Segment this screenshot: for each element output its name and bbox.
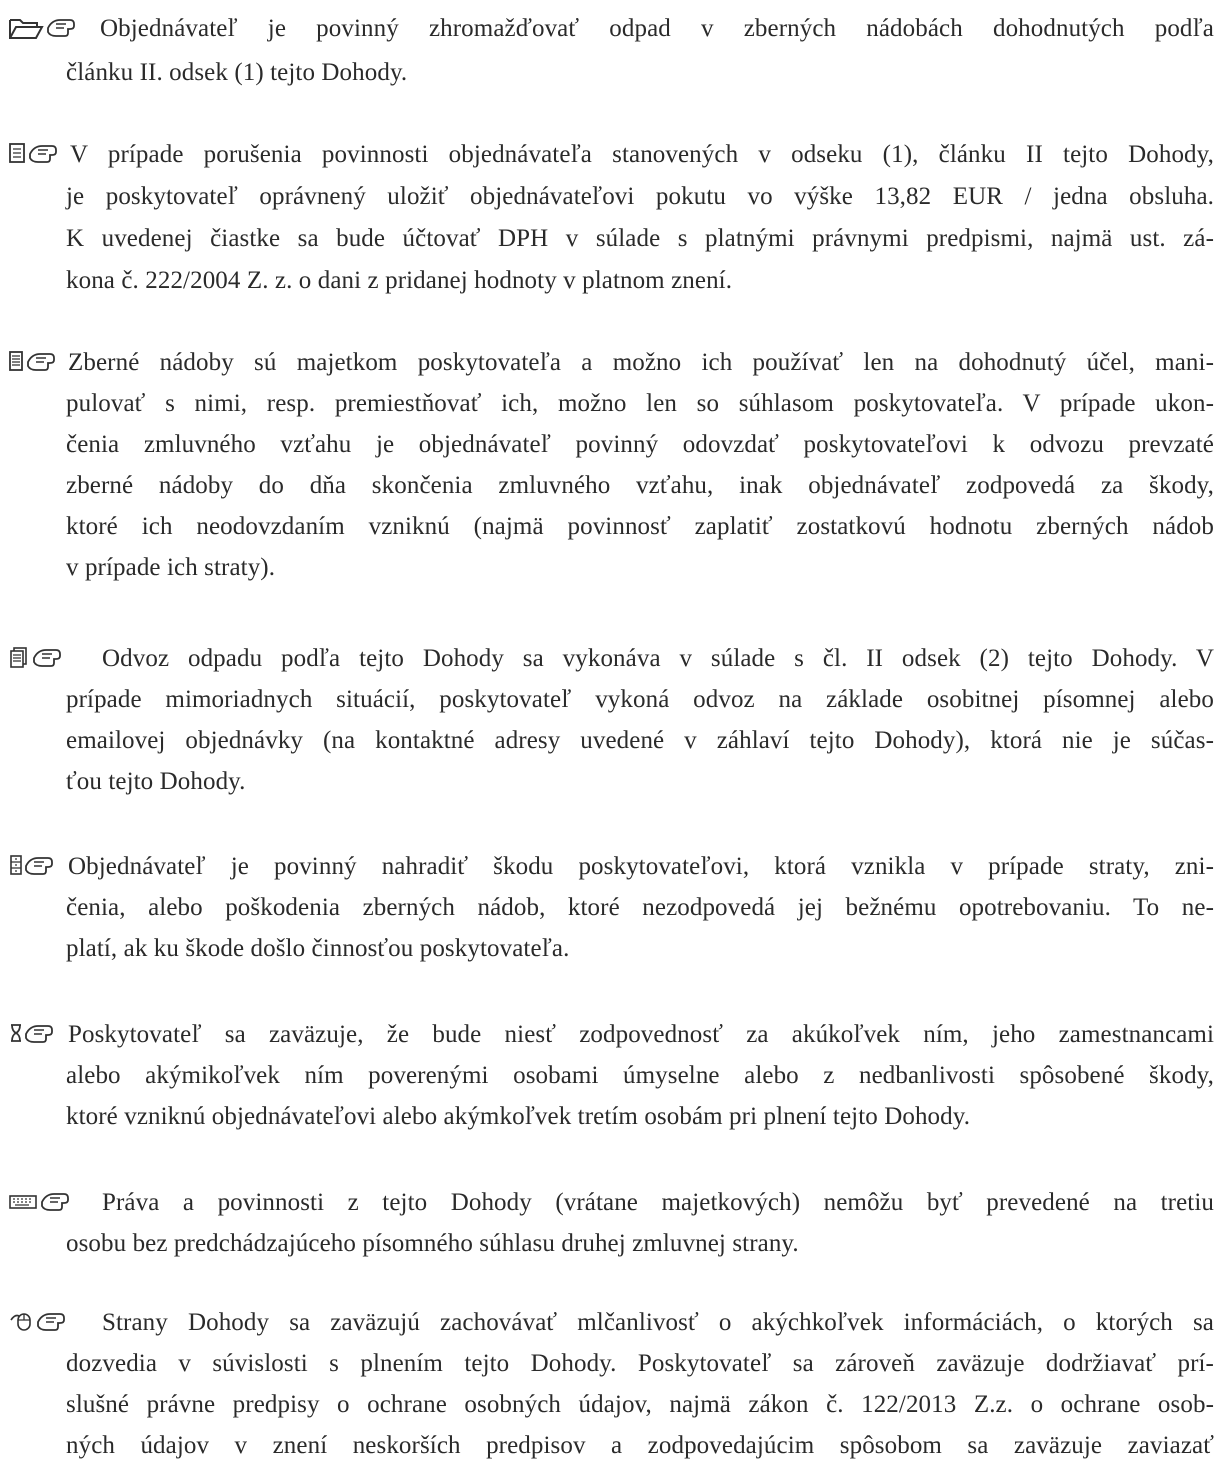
paragraph-line: článku II. odsek (1) tejto Dohody. — [66, 59, 408, 86]
paragraph-line: Poskytovateľ sa zaväzuje, že bude niesť zodpovednosť za akúkoľvek ním, jeho zamestnancami — [68, 1021, 1214, 1048]
paragraph-line: Odvoz odpadu podľa tejto Dohody sa vykonáva v súlade s čl. II odsek (2) tejto Dohody. V — [102, 645, 1214, 672]
paragraph-line: K uvedenej čiastke sa bude účtovať DPH v súlade s platnými právnymi predpismi, najmä ust. zá- — [66, 225, 1214, 252]
paragraph-line: V prípade porušenia povinnosti objednávateľa stanovených v odseku (1), článku II tejto Dohody, — [70, 141, 1214, 168]
documents-stack-icon — [8, 646, 72, 670]
paragraph-line: ťou tejto Dohody. — [66, 768, 246, 795]
paragraph-line: zberné nádoby do dňa skončenia zmluvného vzťahu, inak objednávateľ zodpovedá za škody, — [66, 472, 1214, 499]
paragraph-line: je poskytovateľ oprávnený uložiť objednávateľovi pokutu vo výške 13,82 EUR / jedna obsluha. — [66, 183, 1214, 210]
mouse-icon — [8, 1310, 72, 1334]
folder-open-icon — [8, 16, 72, 40]
paragraph-line: Strany Dohody sa zaväzujú zachovávať mlčanlivosť o akýchkoľvek informáciách, o ktorých sa — [102, 1309, 1214, 1336]
hourglass-icon — [8, 1022, 72, 1046]
filing-cabinet-icon — [8, 854, 72, 878]
paragraph-line: Objednávateľ je povinný nahradiť škodu poskytovateľovi, ktorá vznikla v prípade straty, zni- — [68, 853, 1214, 880]
paragraph-line: čenia, alebo poškodenia zberných nádob, ktoré nezodpovedá jej bežnému opotrebovaniu. To ne- — [66, 894, 1214, 921]
paragraph-line: ných údajov v znení neskorších predpisov a zodpovedajúcim spôsobom sa zaväzuje zaviazať — [66, 1432, 1214, 1459]
paragraph-line: emailovej objednávky (na kontaktné adresy uvedené v záhlaví tejto Dohody), ktorá nie je súčas- — [66, 727, 1214, 754]
paragraph-line: kona č. 222/2004 Z. z. o dani z pridanej hodnoty v platnom znení. — [66, 267, 733, 294]
paragraph-line: čenia zmluvného vzťahu je objednávateľ povinný odovzdať poskytovateľovi k odvozu prevzaté — [66, 431, 1214, 458]
file-lines-icon — [8, 350, 72, 374]
keyboard-icon — [8, 1190, 72, 1214]
paragraph-line: osobu bez predchádzajúceho písomného súhlasu druhej zmluvnej strany. — [66, 1230, 799, 1257]
paragraph-line: prípade mimoriadnych situácií, poskytovateľ vykoná odvoz na základe osobitnej písomnej alebo — [66, 686, 1214, 713]
paragraph-line: Objednávateľ je povinný zhromažďovať odpad v zberných nádobách dohodnutých podľa — [100, 15, 1214, 42]
paragraph-line: ktoré ich neodovzdaním vzniknú (najmä povinnosť zaplatiť zostatkovú hodnotu zberných nádob — [66, 513, 1214, 540]
paragraph-line: platí, ak ku škode došlo činnosťou poskytovateľa. — [66, 935, 570, 962]
document-icon — [8, 142, 72, 166]
paragraph-line: Zberné nádoby sú majetkom poskytovateľa a možno ich používať len na dohodnutý účel, mani- — [68, 349, 1214, 376]
paragraph-line: dozvedia v súvislosti s plnením tejto Dohody. Poskytovateľ sa zároveň zaväzuje dodržiavať prí- — [66, 1350, 1214, 1377]
paragraph-line: pulovať s nimi, resp. premiestňovať ich, možno len so súhlasom poskytovateľa. V prípade ukon- — [66, 390, 1214, 417]
paragraph-line: alebo akýmikoľvek ním poverenými osobami úmyselne alebo z nedbanlivosti spôsobené škody, — [66, 1062, 1214, 1089]
paragraph-line: Práva a povinnosti z tejto Dohody (vrátane majetkových) nemôžu byť prevedené na tretiu — [102, 1189, 1214, 1216]
paragraph-line: slušné právne predpisy o ochrane osobných údajov, najmä zákon č. 122/2013 Z.z. o ochrane osob- — [66, 1391, 1214, 1418]
paragraph-line: v prípade ich straty). — [66, 554, 276, 581]
paragraph-line: ktoré vzniknú objednávateľovi alebo akýmkoľvek tretím osobám pri plnení tejto Dohody. — [66, 1103, 971, 1130]
